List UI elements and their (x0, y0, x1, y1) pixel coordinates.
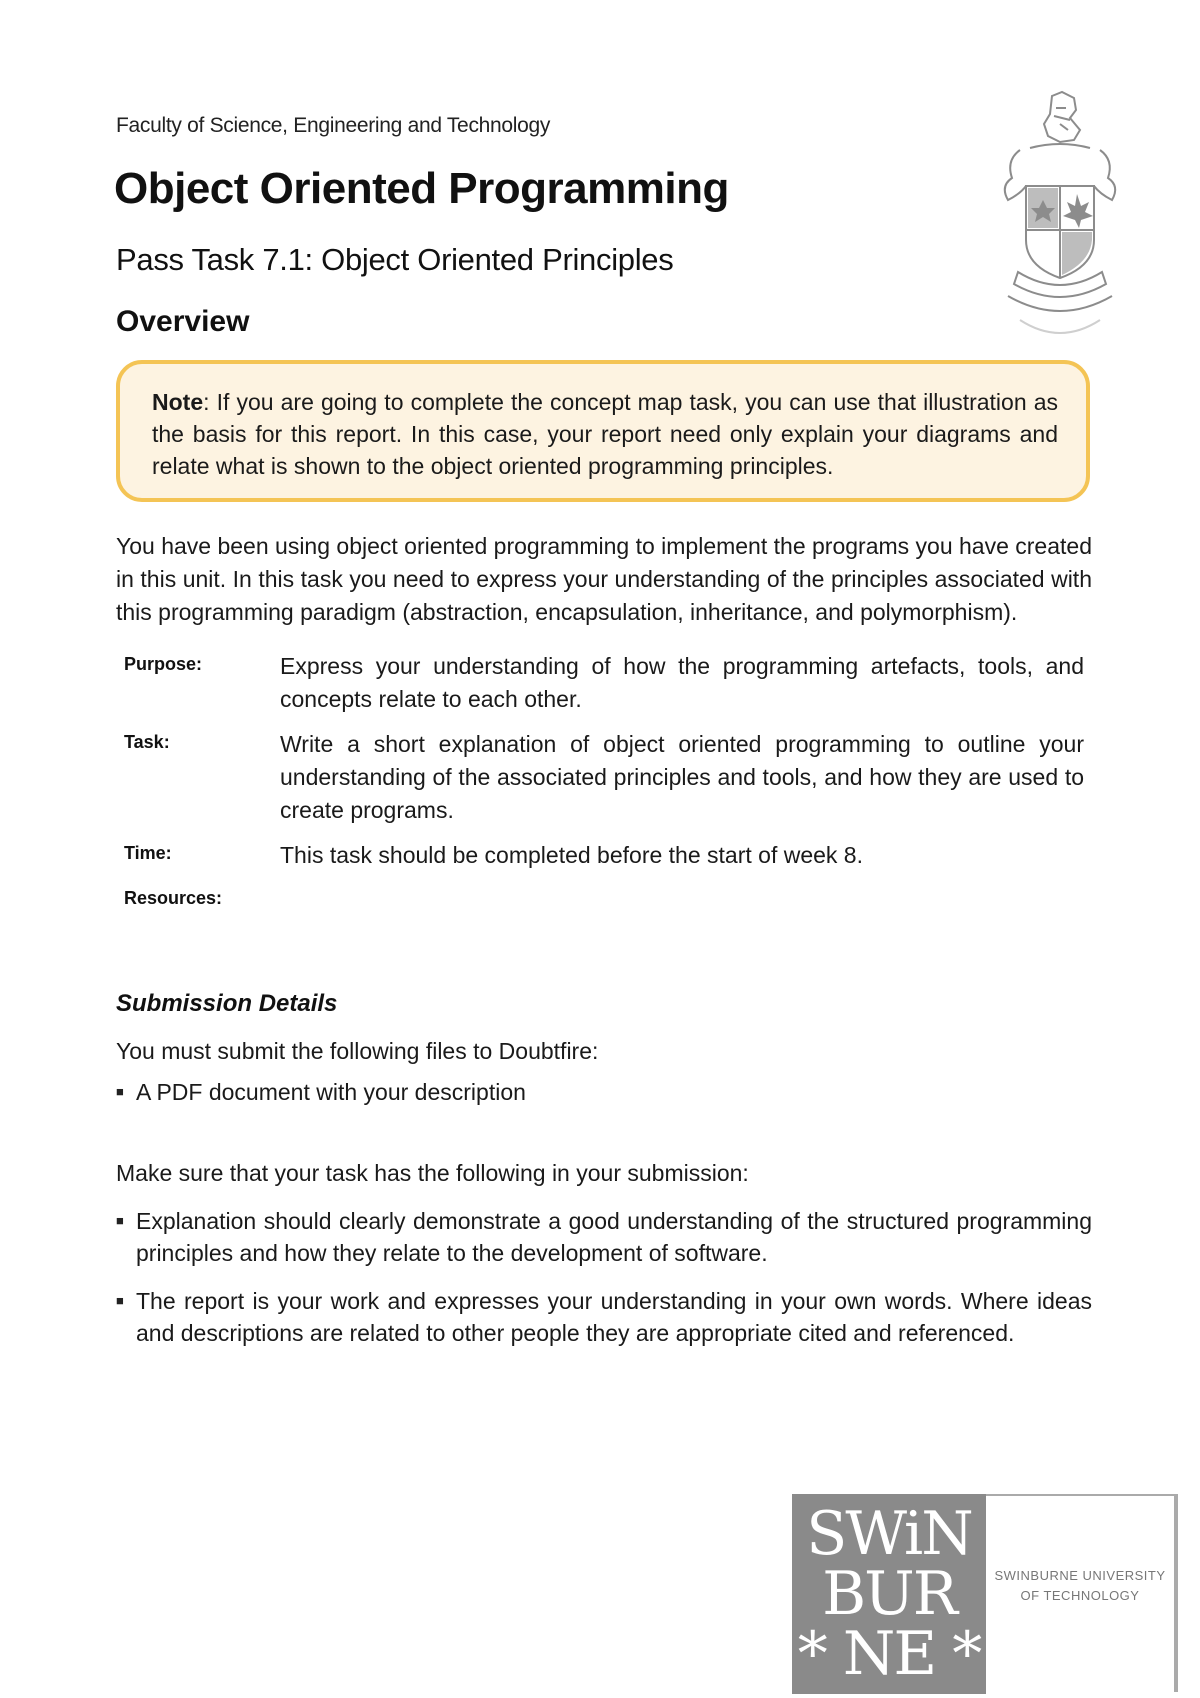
submission-intro: You must submit the following files to Doubtfire: (116, 1038, 599, 1064)
time-label: Time: (124, 843, 172, 863)
purpose-label: Purpose: (124, 654, 203, 674)
faculty-label: Faculty of Science, Engineering and Technology (116, 114, 551, 137)
task-subtitle: Pass Task 7.1: Object Oriented Principles (116, 242, 674, 277)
bullet-icon: ■ (116, 1213, 124, 1228)
note-label: Note (152, 389, 204, 415)
time-value: This task should be completed before the start of week 8. (280, 842, 863, 868)
task-row (124, 728, 1084, 827)
note-box (116, 360, 1090, 502)
resources-label: Resources: (124, 888, 223, 908)
logo-wordmark (792, 1494, 986, 1694)
list-item (116, 1076, 1092, 1108)
purpose-row (124, 650, 1084, 716)
checklist-intro: Make sure that your task has the following in your submission: (116, 1160, 749, 1186)
logo-line-3: * NE * (797, 1619, 981, 1689)
submission-heading: Submission Details (116, 990, 338, 1017)
bullet-icon: ■ (116, 1084, 124, 1099)
file-item-text: A PDF document with your description (136, 1079, 526, 1105)
checklist-item-text: Explanation should clearly demonstrate a good understanding of the structured programming principles and how they relate to the development of software. (136, 1208, 1092, 1266)
task-value: Write a short explanation of object oriented programming to outline your understanding of the associated principles and tools, and how they are used to create programs. (280, 731, 1084, 823)
intro-paragraph: You have been using object oriented programming to implement the programs you have created in this unit. In this task you need to express your understanding of the principles associated with this programming paradigm (abstraction, encapsulation, inheritance, and polymorphism). (116, 533, 1092, 625)
note-text: : If you are going to complete the concept map task, you can use that illustration as the basis for this report. In this case, your report need only explain your diagrams and relate what is shown to the object oriented programming principles. (152, 389, 1058, 479)
logo-tagline-2: OF TECHNOLOGY (1020, 1588, 1140, 1603)
list-item (116, 1205, 1092, 1269)
list-item (116, 1285, 1092, 1349)
logo-line-1: SWiN (806, 1499, 972, 1569)
swinburne-logo (792, 1494, 1180, 1694)
checklist-item-text: The report is your work and expresses your understanding in your own words. Where ideas and descriptions are related to other people they are appropriate cited and referenced. (136, 1288, 1092, 1346)
submission-files-list (116, 1076, 1092, 1124)
time-row (124, 839, 1084, 872)
task-label: Task: (124, 732, 170, 752)
bullet-icon: ■ (116, 1293, 124, 1308)
purpose-value: Express your understanding of how the programming artefacts, tools, and concepts relate to each other. (280, 653, 1084, 712)
page-title: Object Oriented Programming (114, 164, 729, 213)
resources-row (124, 884, 1084, 909)
submission-checklist (116, 1205, 1092, 1365)
resources-value (280, 884, 1084, 909)
logo-line-2: BUR (822, 1559, 956, 1629)
logo-tagline-1: SWINBURNE UNIVERSITY (994, 1568, 1166, 1583)
university-crest-icon (990, 90, 1130, 360)
task-details-table (124, 650, 1084, 921)
logo-tagline-panel (986, 1494, 1178, 1692)
overview-heading: Overview (116, 305, 250, 338)
